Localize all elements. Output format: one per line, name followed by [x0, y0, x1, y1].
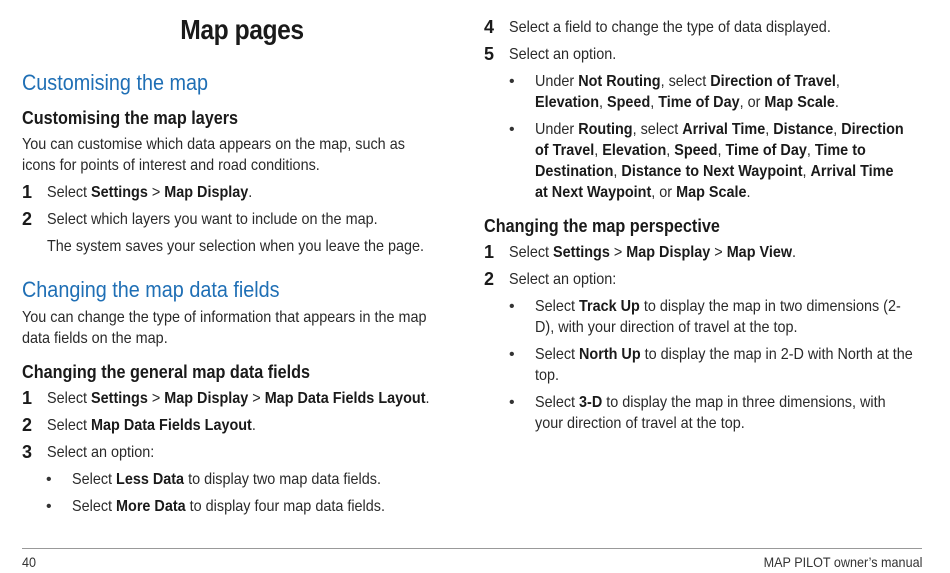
- bullet-glyph: •: [509, 298, 515, 315]
- step-note: The system saves your selection when you leave the page.: [47, 238, 425, 255]
- step-number: 4: [484, 17, 495, 37]
- bullet-text: Select Less Data to display two map data fields.: [72, 471, 381, 488]
- bullet-text: Select Track Up to display the map in two dimensions (2-D), with your direction of travel at the top.: [535, 298, 901, 336]
- section-heading-changing-data-fields: Changing the map data fields: [22, 277, 280, 302]
- subheading-general-data-fields: Changing the general map data fields: [22, 362, 311, 382]
- footer-manual-title: MAP PILOT owner’s manual: [763, 554, 922, 570]
- bullet-glyph: •: [509, 394, 515, 411]
- bullet-glyph: •: [509, 73, 515, 90]
- step-text: Select an option:: [47, 444, 155, 461]
- subheading-map-perspective: Changing the map perspective: [484, 216, 720, 236]
- step-text: Select Settings > Map Display > Map Data Fields Layout.: [47, 390, 430, 407]
- bullet-glyph: •: [509, 346, 515, 363]
- footer-rule: [22, 548, 922, 549]
- step-number: 1: [22, 182, 33, 202]
- bullet-glyph: •: [46, 498, 52, 515]
- paragraph-data-fields: You can change the type of information that appears in the map data fields on the map.: [22, 309, 427, 347]
- bullet-text: Under Not Routing, select Direction of Travel, Elevation, Speed, Time of Day, or Map Scale.: [535, 73, 840, 111]
- step-text: Select Settings > Map Display > Map View.: [509, 244, 797, 261]
- step-text: Select an option:: [509, 271, 617, 288]
- step-number: 1: [22, 388, 33, 408]
- step-number: 3: [22, 442, 33, 462]
- step-number: 1: [484, 242, 495, 262]
- paragraph-customise-layers: You can customise which data appears on the map, such as icons for points of interest and road conditions.: [22, 136, 405, 174]
- bullet-text: Select 3-D to display the map in three dimensions, with your direction of travel at the top.: [535, 394, 886, 432]
- footer-page-number: 40: [22, 554, 37, 570]
- step-number: 2: [484, 269, 495, 289]
- bullet-glyph: •: [46, 471, 52, 488]
- page-title: Map pages: [180, 14, 304, 45]
- step-text: Select an option.: [509, 46, 617, 63]
- step-text: Select which layers you want to include on the map.: [47, 211, 378, 228]
- section-heading-customising-map: Customising the map: [22, 70, 208, 95]
- step-text: Select Map Data Fields Layout.: [47, 417, 256, 434]
- subheading-customising-map-layers: Customising the map layers: [22, 108, 239, 128]
- bullet-text: Select More Data to display four map data fields.: [72, 498, 385, 515]
- bullet-glyph: •: [509, 121, 515, 138]
- step-number: 2: [22, 209, 33, 229]
- step-text: Select Settings > Map Display.: [47, 184, 253, 201]
- bullet-text: Under Routing, select Arrival Time, Distance, Direction of Travel, Elevation, Speed, Time of Day, Time to Destination, Distance to Next Waypoint, Arrival Time at Next Waypoint, or Map Scale.: [535, 121, 904, 201]
- step-number: 5: [484, 44, 495, 64]
- step-number: 2: [22, 415, 33, 435]
- bullet-text: Select North Up to display the map in 2-D with North at the top.: [535, 346, 913, 384]
- step-text: Select a field to change the type of data displayed.: [509, 19, 831, 36]
